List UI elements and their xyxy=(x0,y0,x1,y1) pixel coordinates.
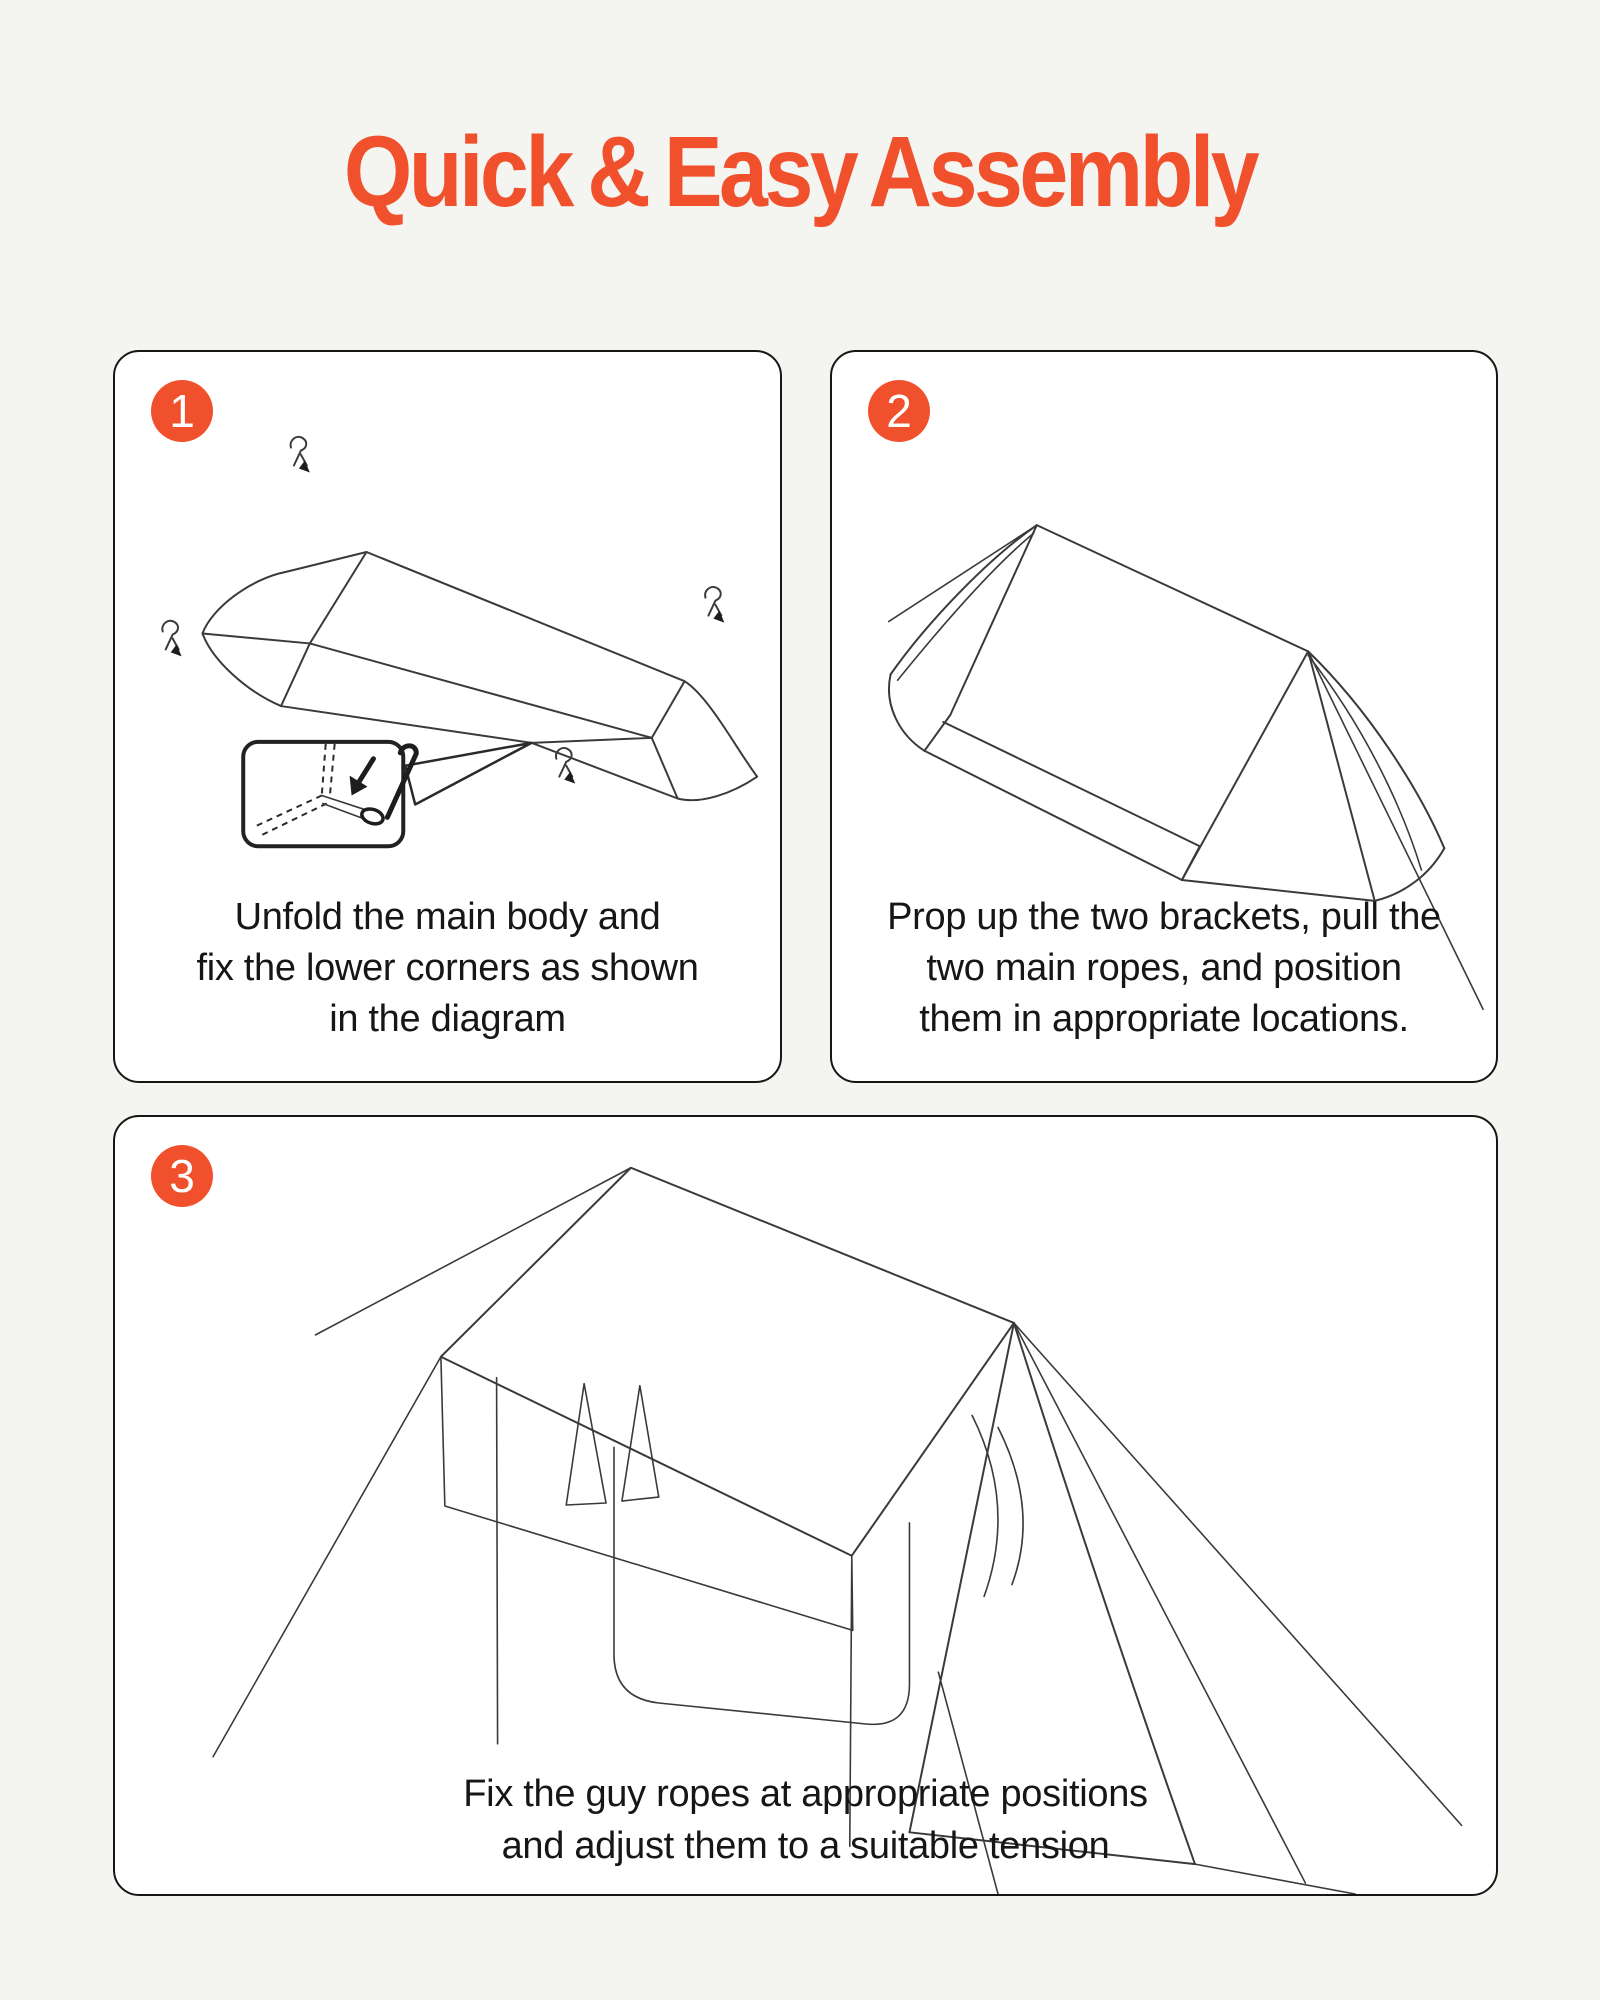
step-3-panel xyxy=(113,1115,1498,1896)
stake-hook-icon xyxy=(162,621,181,657)
support-pole xyxy=(497,1378,498,1744)
step-2-panel xyxy=(830,350,1498,1083)
page-title: Quick & Easy Assembly xyxy=(343,116,1257,228)
step-1-caption: Unfold the main body and fix the lower corners as shown in the diagram xyxy=(196,896,699,1040)
corner-fixing-detail-inset xyxy=(243,742,416,846)
tarp-roof xyxy=(441,1168,1014,1556)
door-flap xyxy=(622,1386,659,1501)
stake-hook-icon xyxy=(291,437,310,473)
step-3-caption: Fix the guy ropes at appropriate positions and adjust them to a suitable tension xyxy=(463,1773,1148,1867)
step-1-panel xyxy=(113,350,782,1083)
step-1-badge xyxy=(151,380,213,442)
door-flap xyxy=(566,1384,606,1505)
step-1-number: 1 xyxy=(169,385,195,437)
stake-hook-icon xyxy=(705,587,724,623)
step-3-badge xyxy=(151,1145,213,1207)
step-2-number: 2 xyxy=(886,385,912,437)
guy-rope xyxy=(1014,1323,1462,1825)
step-3-number: 3 xyxy=(169,1150,195,1202)
callout-wedge xyxy=(405,743,531,805)
step-2-caption: Prop up the two brackets, pull the two main ropes, and position them in appropriate locations. xyxy=(887,896,1441,1040)
inner-tent-arch xyxy=(614,1447,909,1724)
guy-rope xyxy=(213,1357,441,1757)
guy-rope xyxy=(316,1168,631,1335)
step-2-badge xyxy=(868,380,930,442)
